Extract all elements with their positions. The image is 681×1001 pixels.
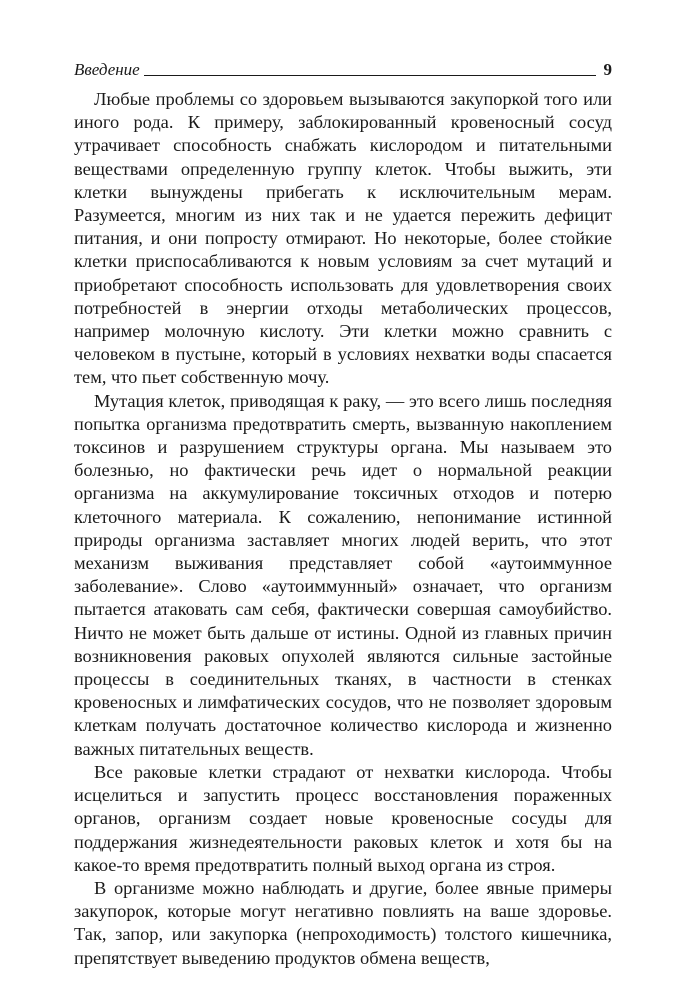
page-number: 9: [603, 60, 612, 79]
running-header: [74, 58, 612, 80]
book-page: [74, 58, 612, 970]
paragraph: Все раковые клетки страдают от нехватки кислорода. Чтобы исцелиться и запустить процесс восстановления пораженных органов, организм создает новые кровеносные сосуды для поддержания жизнедеятельности раковых клеток и хотя бы на какое-то время предотвратить полный выход органа из строя.: [74, 761, 612, 875]
body-text: [74, 88, 612, 970]
header-rule: [144, 75, 596, 76]
paragraph: В организме можно наблюдать и другие, более явные примеры закупорок, которые могут негативно повлиять на ваше здоровье. Так, запор, или закупорка (непроходимость) толстого кишечника, препятствует выведению продуктов обмена веществ,: [74, 877, 612, 968]
section-title: Введение: [74, 60, 140, 79]
paragraph: Мутация клеток, приводящая к раку, — это всего лишь последняя попытка организма предотвратить смерть, вызванную накоплением токсинов и разрушением структуры органа. Мы называем это болезнью, но фактически речь идет о нормальной реакции организма на аккумулирование токсичных отходов и потерю клеточного материала. К сожалению, непонимание истинной природы организма заставляет многих людей верить, что этот механизм выживания представляет собой «аутоиммунное заболевание». Слово «аутоиммунный» означает, что организм пытается атаковать сам себя, фактически совершая самоубийство. Ничто не может быть дальше от истины. Одной из главных причин возникновения раковых опухолей являются сильные застойные процессы в соединительных тканях, в частности в стенках кровеносных и лимфатических сосудов, что не позволяет здоровым клеткам получать достаточное количество кислорода и жизненно важных питательных веществ.: [74, 390, 612, 759]
paragraph: Любые проблемы со здоровьем вызываются закупоркой того или иного рода. К примеру, заблокированный кровеносный сосуд утрачивает способность снабжать кислородом и питательными веществами определенную группу клеток. Чтобы выжить, эти клетки вынуждены прибегать к исключительным мерам. Разумеется, многим из них так и не удается пережить дефицит питания, и они попросту отмирают. Но некоторые, более стойкие клетки приспосабливаются к новым условиям за счет мутаций и приобретают способность использовать для удовлетворения своих потребностей в энергии отходы метаболических процессов, например молочную кислоту. Эти клетки можно сравнить с человеком в пустыне, который в условиях нехватки воды спасается тем, что пьет собственную мочу.: [74, 89, 612, 388]
